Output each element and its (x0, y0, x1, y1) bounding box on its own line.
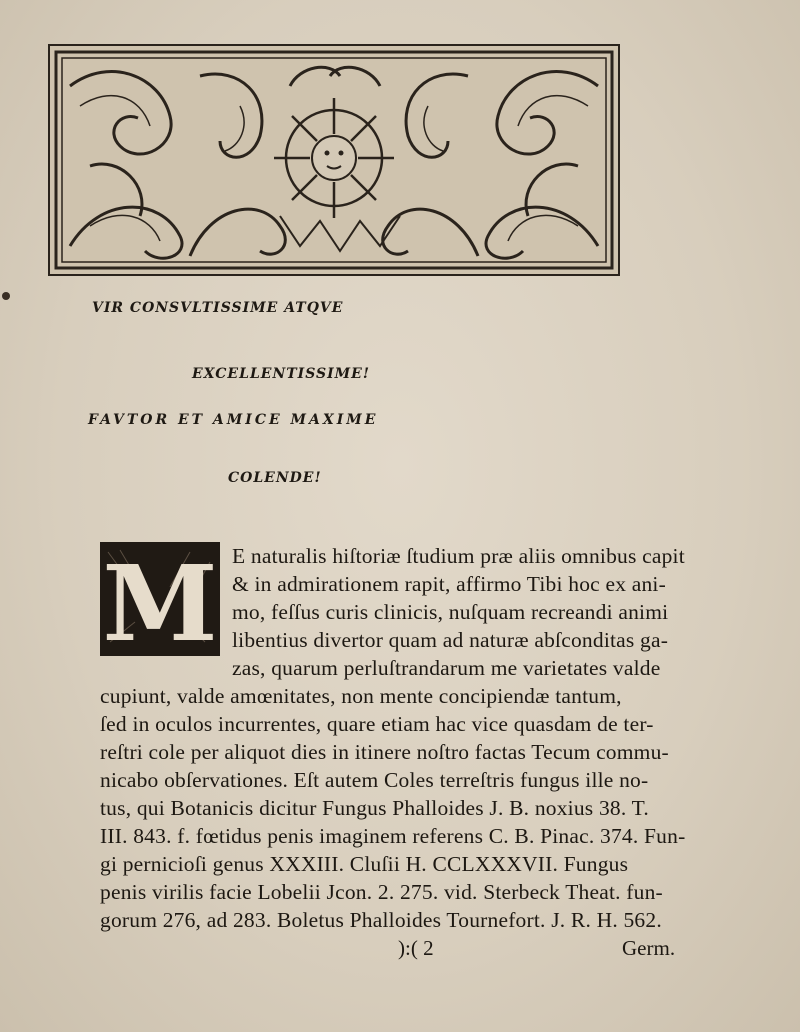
text-line: zas, quarum perluſtrandarum me varietates valde (232, 656, 661, 680)
headpiece-ornament (48, 44, 620, 276)
text-line: III. 843. f. fœtidus penis imaginem referens C. B. Pinac. 374. Fun- (100, 824, 686, 848)
text-line: gi pernicioſi genus XXXIII. Cluſii H. CCLXXXVII. Fungus (100, 852, 629, 876)
text-line: penis virilis facie Lobelii Jcon. 2. 275. vid. Sterbeck Theat. fun- (100, 880, 663, 904)
ink-spot (2, 292, 10, 300)
text-line: E naturalis hiſtoriæ ſtudium præ aliis omnibus capit (232, 544, 685, 568)
text-line: nicabo obſervationes. Eſt autem Coles terreſtris fungus ille no- (100, 768, 649, 792)
text-line: mo, feſſus curis clinicis, nuſquam recreandi animi (232, 600, 669, 624)
heading-line-3: FAVTOR ET AMICE MAXIME (88, 412, 379, 428)
signature-mark: ):( 2 (398, 936, 434, 960)
drop-cap-initial (100, 542, 220, 656)
heading-line-4: COLENDE! (228, 470, 322, 486)
heading-line-1: VIR CONSVLTISSIME ATQVE (92, 300, 344, 316)
catchword: Germ. (622, 936, 676, 960)
text-line: reſtri cole per aliquot dies in itinere noſtro factas Tecum commu- (100, 740, 669, 764)
text-line: ſed in oculos incurrentes, quare etiam hac vice quasdam de ter- (100, 712, 654, 736)
heading-line-2: EXCELLENTISSIME! (192, 366, 370, 382)
text-line: gorum 276, ad 283. Boletus Phalloides Tournefort. J. R. H. 562. (100, 908, 662, 932)
text-line: cupiunt, valde amœnitates, non mente concipiendæ tantum, (100, 684, 622, 708)
text-line: & in admirationem rapit, affirmo Tibi hoc ex ani- (232, 572, 666, 596)
drop-cap-letter: M (102, 542, 218, 656)
text-line: tus, qui Botanicis dicitur Fungus Phalloides J. B. noxius 38. T. (100, 796, 649, 820)
text-line: libentius divertor quam ad naturæ abſconditas ga- (232, 628, 669, 652)
